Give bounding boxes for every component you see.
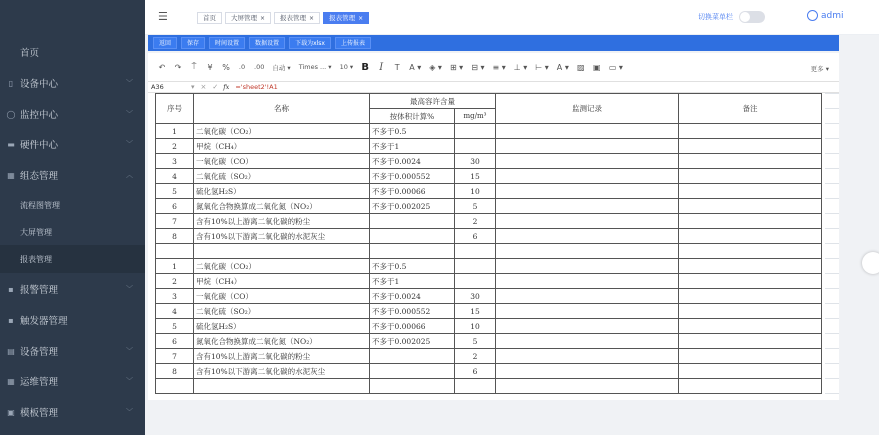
table-row [156,154,822,169]
time-settings-button[interactable]: 时间设置 [209,37,245,49]
header-volume[interactable]: 按体积计算% [370,109,455,124]
cell-volume[interactable]: 不多于0.00066 [370,319,455,334]
cell-record[interactable] [496,319,679,334]
spreadsheet-toolbar [148,53,839,81]
currency-icon[interactable]: ¥ [207,62,213,72]
cell-mg[interactable]: 15 [455,304,496,319]
cell-mg[interactable]: 30 [455,154,496,169]
table-row [156,139,822,154]
text-rotate-icon[interactable]: A ▾ [556,62,569,72]
empty-cell[interactable] [455,244,496,259]
text-wrap-icon[interactable]: ⊢ ▾ [535,62,549,72]
font-family-select[interactable]: Times ... ▾ [298,63,332,71]
chevron-down-icon: ﹀ [126,408,133,416]
sidebar-item-label: 设备管理 [20,347,59,358]
empty-cell[interactable] [455,379,496,394]
home-icon [6,47,16,57]
cell-no[interactable]: 4 [156,304,194,319]
sidebar-item-home[interactable] [0,38,145,66]
cell-record[interactable] [496,364,679,379]
username: admi [821,10,844,21]
table-row [156,289,822,304]
text-color-icon[interactable]: A ▾ [409,62,422,72]
header-max[interactable]: 最高容许含量 [370,94,496,109]
cell-mg[interactable]: 5 [455,334,496,349]
header-note[interactable]: 备注 [679,94,822,124]
cell-mg[interactable]: 30 [455,289,496,304]
table-row [156,319,822,334]
tab-label: 大屏管理 [231,13,257,22]
table-header-row [156,94,822,109]
table-row [156,304,822,319]
close-icon[interactable]: × [358,14,364,22]
cell-no[interactable]: 8 [156,229,194,244]
cell-no[interactable]: 1 [156,124,194,139]
cell-no[interactable]: 6 [156,334,194,349]
cell-record[interactable] [496,289,679,304]
font-size-select[interactable]: 10 ▾ [339,63,354,71]
empty-cell[interactable] [679,244,822,259]
tab-bar [197,12,369,24]
cell-mg[interactable]: 6 [455,229,496,244]
redo-icon[interactable]: ↷ [174,62,182,72]
trigger-icon: ▪ [8,315,14,325]
close-icon[interactable]: × [309,14,315,22]
undo-icon[interactable]: ↶ [158,62,166,72]
chevron-down-icon: ﹀ [126,140,133,148]
cell-name[interactable]: 含有10%以下游离二氧化碳的水泥灰尘 [194,229,370,244]
toggle-knob [740,12,750,22]
sidebar-item-label: 监控中心 [20,110,59,121]
cell-name[interactable]: 硫化氢H₂S） [194,319,370,334]
table-row [156,334,822,349]
decimal-decrease-icon[interactable]: .0 [238,63,246,71]
cell-note[interactable] [679,259,822,274]
percent-icon[interactable]: % [222,62,230,72]
more-button[interactable]: 更多 ▾ [810,65,829,73]
chevron-down-icon: ﹀ [126,377,133,385]
fill-color-icon[interactable]: ◈ ▾ [429,62,442,72]
close-icon[interactable]: × [260,14,266,22]
sidebar-item-label: 首页 [20,48,40,59]
table-row [156,199,822,214]
table-row [156,259,822,274]
tab-label: 报表管理 [329,13,356,22]
cell-volume[interactable]: 不多于0.5 [370,124,455,139]
table-row [156,124,822,139]
tab-screen-manage[interactable] [225,12,271,24]
tab-home[interactable] [197,12,222,24]
cell-note[interactable] [679,274,822,289]
cell-note[interactable] [679,349,822,364]
alarm-icon: ▪ [8,284,14,294]
cell-note[interactable] [679,139,822,154]
save-button[interactable]: 保存 [181,37,205,49]
cell-mg[interactable] [455,259,496,274]
table-row [156,274,822,289]
cell-volume[interactable]: 不多于1 [370,274,455,289]
confirm-icon[interactable]: ✓ [212,83,219,91]
bottom-area [145,400,879,435]
cell-volume[interactable]: 不多于0.000552 [370,169,455,184]
merge-cells-icon[interactable]: ⊟ ▾ [471,62,485,72]
sidebar-item-trigger-manage[interactable] [0,306,145,334]
italic-icon[interactable]: I [379,61,384,73]
table-row [156,214,822,229]
empty-grid [825,93,839,400]
header-record[interactable]: 监测记录 [496,94,679,124]
download-xlsx-button[interactable]: 下载为xlsx [289,37,331,49]
cell-name[interactable]: 含有10%以下游离二氧化碳的水泥灰尘 [194,364,370,379]
bold-icon[interactable]: B [361,61,369,73]
menu-fold-icon[interactable]: ☰ [158,10,168,23]
insert-chart-icon[interactable]: ▣ [593,62,601,72]
sidebar-subitem-report[interactable] [0,245,145,273]
sidebar-item-label: 设备中心 [20,79,59,90]
empty-cell[interactable] [194,379,370,394]
template-icon: ▣ [7,407,15,417]
cell-no[interactable]: 1 [156,259,194,274]
cell-volume[interactable] [370,349,455,364]
cell-no[interactable]: 7 [156,349,194,364]
cell-name[interactable]: 氮氧化合物换算成二氧化氮（NO₂） [194,199,370,214]
cell-mg[interactable] [455,274,496,289]
sidebar-item-hardware-center[interactable] [0,130,145,158]
cell-volume[interactable]: 不多于0.002025 [370,199,455,214]
sidebar-subitem-label: 报表管理 [20,254,52,264]
side-float-button[interactable] [862,252,879,274]
monitor-icon: ◯ [6,109,16,119]
cell-mg[interactable]: 15 [455,169,496,184]
function-icon[interactable]: fx [223,83,230,91]
sidebar-subitem-flowchart[interactable] [0,191,145,219]
empty-cell[interactable] [679,379,822,394]
cell-volume[interactable]: 不多于0.5 [370,259,455,274]
cell-record[interactable] [496,274,679,289]
cell-note[interactable] [679,214,822,229]
cell-note[interactable] [679,124,822,139]
cell-volume[interactable]: 不多于0.002025 [370,334,455,349]
cell-name[interactable]: 氮氧化合物换算成二氧化氮（NO₂） [194,334,370,349]
user-icon [807,10,818,21]
tab-report-manage-active[interactable] [323,12,369,24]
cell-mg[interactable]: 6 [455,364,496,379]
cell-no[interactable]: 6 [156,199,194,214]
sidebar-item-ops-manage[interactable] [0,367,145,395]
sidebar-subitem-label: 大屏管理 [20,227,52,237]
cell-note[interactable] [679,319,822,334]
cell-note[interactable] [679,169,822,184]
cell-no[interactable]: 8 [156,364,194,379]
chevron-down-icon[interactable]: ▾ [191,83,195,91]
cell-no[interactable]: 2 [156,139,194,154]
sidebar-item-template-manage[interactable] [0,398,145,426]
sidebar [0,0,145,435]
cell-record[interactable] [496,229,679,244]
table-row [156,229,822,244]
cell-note[interactable] [679,304,822,319]
cell-mg[interactable]: 10 [455,319,496,334]
empty-cell[interactable] [194,244,370,259]
cell-note[interactable] [679,334,822,349]
header-no[interactable]: 序号 [156,94,194,124]
cell-name[interactable]: 一氧化碳（CO） [194,154,370,169]
cell-name[interactable]: 含有10%以上游离二氧化碳的粉尘 [194,214,370,229]
spreadsheet-canvas[interactable] [148,93,839,400]
cell-record[interactable] [496,169,679,184]
insert-image-icon[interactable]: ▨ [577,62,585,72]
top-header [145,0,879,35]
cell-mg[interactable]: 2 [455,349,496,364]
cell-note[interactable] [679,199,822,214]
table-row [156,184,822,199]
cell-record[interactable] [496,349,679,364]
tab-label: 报表管理 [280,13,307,22]
cell-record[interactable] [496,139,679,154]
cell-mg[interactable] [455,139,496,154]
vertical-align-icon[interactable]: ⊥ ▾ [513,62,528,72]
sidebar-item-label: 报警管理 [20,285,59,296]
cell-record[interactable] [496,184,679,199]
cell-mg[interactable]: 2 [455,214,496,229]
cell-volume[interactable]: 不多于0.0024 [370,154,455,169]
device-icon: ▯ [8,78,14,88]
table-row-empty [156,379,822,394]
empty-cell[interactable] [370,244,455,259]
cell-record[interactable] [496,199,679,214]
format-painter-icon[interactable]: ⍑ [191,62,197,71]
cell-name[interactable]: 二氧化硫（SO₂） [194,169,370,184]
table-row [156,169,822,184]
cell-no[interactable]: 5 [156,184,194,199]
sidebar-item-label: 触发器管理 [20,316,68,327]
chevron-down-icon: ﹀ [126,110,133,118]
cell-no[interactable]: 3 [156,154,194,169]
chevron-down-icon: ﹀ [126,285,133,293]
empty-cell[interactable] [496,244,679,259]
ops-icon: ▦ [7,376,15,386]
cell-volume[interactable]: 不多于1 [370,139,455,154]
empty-cell[interactable] [496,379,679,394]
cell-mg[interactable] [455,124,496,139]
cell-volume[interactable]: 不多于0.000552 [370,304,455,319]
tab-report-manage[interactable] [274,12,320,24]
table-row-empty [156,244,822,259]
empty-cell[interactable] [156,244,194,259]
cell-note[interactable] [679,364,822,379]
cell-name[interactable]: 甲烷（CH₄） [194,274,370,289]
upload-report-button[interactable]: 上传报表 [335,37,371,49]
sidebar-item-device-manage[interactable] [0,337,145,365]
cell-record[interactable] [496,154,679,169]
cell-record[interactable] [496,259,679,274]
cell-note[interactable] [679,229,822,244]
cell-name[interactable]: 二氧化碳（CO₂） [194,124,370,139]
strikethrough-icon[interactable]: T [394,62,400,72]
sidebar-item-label: 组态管理 [20,171,59,182]
sidebar-subitem-screen[interactable] [0,218,145,246]
chevron-down-icon: ﹀ [126,79,133,87]
report-table [155,93,822,394]
back-button[interactable]: 返回 [153,37,177,49]
header-mg[interactable]: mg/m³ [455,109,496,124]
chevron-down-icon: ﹀ [126,347,133,355]
empty-cell[interactable] [370,379,455,394]
cell-no[interactable]: 3 [156,289,194,304]
empty-cell[interactable] [156,379,194,394]
device-manage-icon: ▤ [7,346,15,356]
number-format-select[interactable]: 自动 ▾ [272,63,291,72]
cell-name[interactable]: 甲烷（CH₄） [194,139,370,154]
cell-reference-input[interactable]: A36 [151,83,164,91]
config-icon: ▦ [7,170,15,180]
cell-no[interactable]: 4 [156,169,194,184]
sidebar-item-monitor-center[interactable] [0,100,145,128]
switch-menu-label: 切换菜单栏 [698,13,733,21]
cell-record[interactable] [496,124,679,139]
formula-bar [148,81,839,93]
hardware-icon: ▬ [7,139,15,149]
cell-mg[interactable]: 5 [455,199,496,214]
border-icon[interactable]: ⊞ ▾ [449,62,464,72]
table-row [156,349,822,364]
chevron-up-icon: ︿ [126,171,133,179]
cell-volume[interactable]: 不多于0.00066 [370,184,455,199]
cell-no[interactable]: 5 [156,319,194,334]
cell-no[interactable]: 2 [156,274,194,289]
sidebar-item-label: 运维管理 [20,377,59,388]
report-action-bar [148,35,839,51]
header-name[interactable]: 名称 [194,94,370,124]
cell-mg[interactable]: 10 [455,184,496,199]
tab-label: 首页 [203,13,216,22]
sidebar-item-alarm-manage[interactable] [0,275,145,303]
cell-name[interactable]: 含有10%以上游离二氧化碳的粉尘 [194,349,370,364]
horizontal-align-icon[interactable]: ≡ ▾ [492,62,506,72]
sidebar-item-label: 硬件中心 [20,140,59,151]
cell-volume[interactable] [370,364,455,379]
cell-record[interactable] [496,214,679,229]
decimal-increase-icon[interactable]: .00 [254,63,265,71]
cell-name[interactable]: 二氧化硫（SO₂） [194,304,370,319]
cell-name[interactable]: 二氧化碳（CO₂） [194,259,370,274]
cell-volume[interactable] [370,229,455,244]
cell-note[interactable] [679,154,822,169]
sidebar-item-device-center[interactable] [0,69,145,97]
cell-note[interactable] [679,184,822,199]
menu-switch-toggle[interactable] [739,11,765,23]
formula-input[interactable]: ='sheet2'!A1 [235,83,278,91]
cell-name[interactable]: 一氧化碳（CO） [194,289,370,304]
cell-volume[interactable] [370,214,455,229]
sidebar-subitem-label: 流程图管理 [20,200,60,210]
cell-no[interactable]: 7 [156,214,194,229]
cancel-icon[interactable]: × [200,83,207,91]
sidebar-item-config-manage[interactable] [0,161,145,189]
cell-record[interactable] [496,304,679,319]
sidebar-item-label: 模板管理 [20,408,59,419]
table-row [156,364,822,379]
cell-name[interactable]: 硫化氢H₂S） [194,184,370,199]
cell-volume[interactable]: 不多于0.0024 [370,289,455,304]
comment-icon[interactable]: ▭ ▾ [608,62,623,72]
cell-record[interactable] [496,334,679,349]
data-settings-button[interactable]: 数据设置 [249,37,285,49]
cell-note[interactable] [679,289,822,304]
user-menu[interactable] [807,10,844,21]
